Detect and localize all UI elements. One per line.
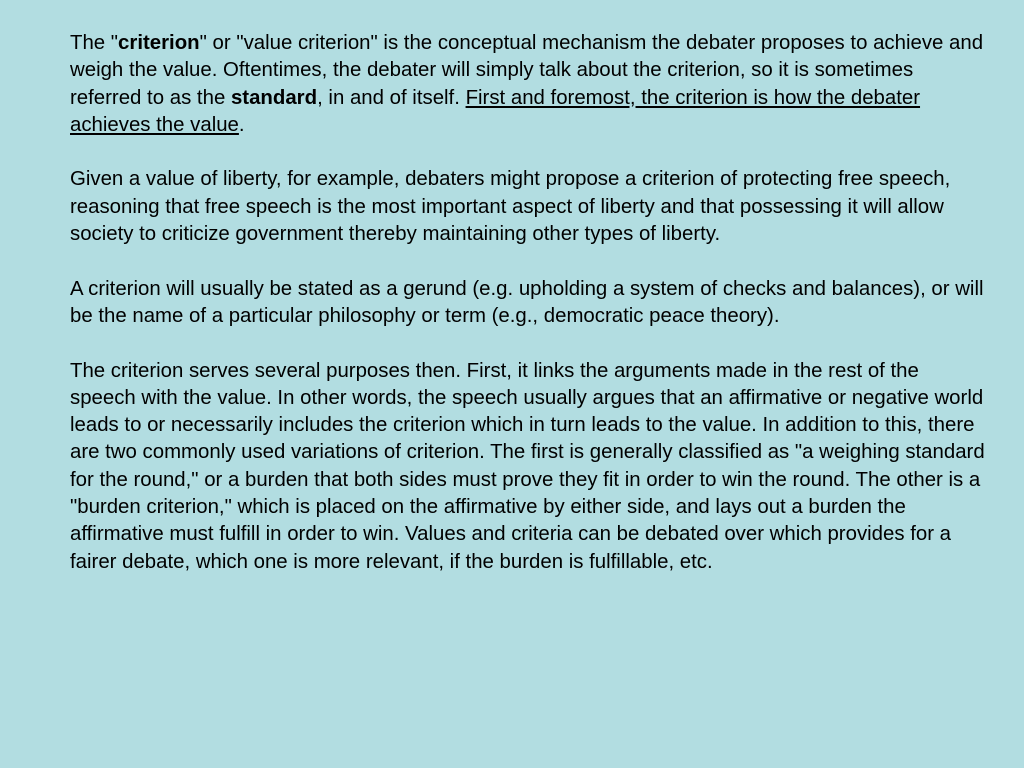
p1-text-1: The " — [70, 32, 119, 54]
paragraph-purposes: The criterion serves several purposes then. First, it links the arguments made in the rest of the speech with the value. In other words, the speech usually argues that an affirmative or negative world leads to or necessarily includes the criterion which in turn leads to the value. In addition to this, there are two commonly used variations of criterion. The first is generally classified as "a weighing standard for the round," or a burden that both sides must prove they fit in order to win the round. The other is a "burden criterion," which is placed on the affirmative by either side, and lays out a burden the affirmative must fulfill in order to win. Values and criteria can be debated over which provides for a fairer debate, which one is more relevant, if the burden is fulfillable, etc. — [70, 359, 985, 573]
paragraph-liberty-example: Given a value of liberty, for example, debaters might propose a criterion of protecting free speech, reasoning that free speech is the most important aspect of liberty and that possessing it will allow society to criticize government thereby maintaining other types of liberty. — [70, 168, 951, 246]
p1-text-4: . — [238, 113, 245, 136]
p1-text-3: , in and of itself. — [317, 86, 466, 109]
standard-term: standard — [230, 86, 318, 109]
key-definition-underlined: First and foremost, the criterion is how the debater achieves the value — [70, 86, 921, 136]
criterion-term: criterion — [118, 32, 200, 54]
p1-text-2: " or "value criterion" is the conceptual mechanism the debater proposes to achieve and weigh the value. Oftentimes, the debater will simply talk about the criterion, so it is sometimes referred to as the — [70, 32, 984, 109]
text-body — [70, 30, 985, 603]
paragraph-criterion-definition — [70, 30, 985, 139]
paragraph-gerund-form: A criterion will usually be stated as a gerund (e.g. upholding a system of checks and balances), or will be the name of a particular philosophy or term (e.g., democratic peace theory). — [70, 277, 984, 327]
